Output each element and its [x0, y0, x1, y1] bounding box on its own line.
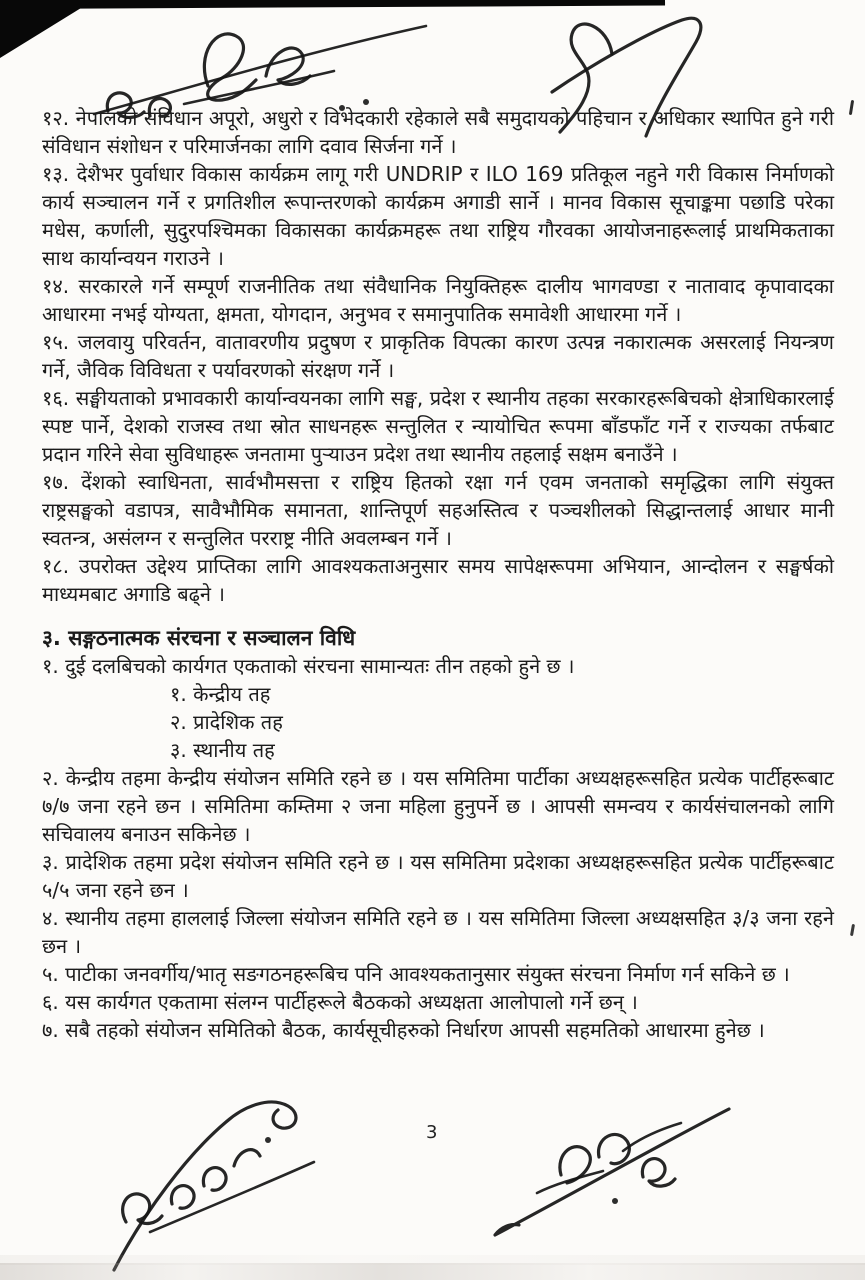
org-point-7: ७. सबै तहको संयोजन समितिको बैठक, कार्यसूचीहरुको निर्धारण आपसी सहमतिको आधारमा हुनेछ ।	[42, 1018, 765, 1042]
scan-speck-right-lower	[850, 924, 855, 936]
levels-list	[42, 680, 834, 764]
paragraph-15: १५. जलवायु परिवर्तन, वातावरणीय प्रदुषण र प्राकृतिक विपत्का कारण उत्पन्न नकारात्मक असरलाई नियन्त्रण गर्ने, जैविक विविधता र पर्यावरणको संरक्षण गर्ने ।	[42, 330, 834, 382]
paragraph-12: १२. नेपालको संविधान अपूरो, अधुरो र विभेदकारी रहेकाले सबै समुदायको पहिचान र अधिकार स्थापित हुने गरी संविधान संशोधन र परिमार्जनका लागि दवाव सिर्जना गर्ने ।	[42, 106, 834, 158]
scanner-artifact-corner-wedge	[0, 0, 94, 58]
page-number: 3	[426, 1122, 438, 1143]
org-intro: १. दुई दलबिचको कार्यगत एकताको संरचना सामान्यतः तीन तहको हुने छ ।	[42, 654, 575, 678]
signature-bottom-left	[92, 1082, 347, 1274]
paragraph-18: १८. उपरोक्त उद्देश्य प्राप्तिका लागि आवश्यकताअनुसार समय सापेक्षरूपमा अभियान, आन्दोलन र सङ्घर्षको माध्यमबाट अगाडि बढ्ने ।	[42, 554, 834, 606]
level-item-central: १. केन्द्रीय तह	[170, 682, 271, 706]
document-body	[42, 104, 834, 1044]
paragraph-16: १६. सङ्घीयताको प्रभावकारी कार्यान्वयनका लागि सङ्घ, प्रदेश र स्थानीय तहका सरकारहरूबिचको क्षेत्राधिकारलाई स्पष्ट पार्ने, देशको राजस्व तथा स्रोत साधनहरू सन्तुलित र न्यायोचित रूपमा बाँडफाँट गर्ने र राज्यका तर्फबाट प्रदान गरिने सेवा सुविधाहरू जनतामा पुऱ्याउन प्रदेश तथा स्थानीय तहलाई सक्षम बनाउँने ।	[42, 386, 834, 466]
level-item-local: ३. स्थानीय तह	[170, 738, 275, 762]
scan-speck-right-upper	[849, 100, 854, 115]
org-point-2: २. केन्द्रीय तहमा केन्द्रीय संयोजन समिति रहने छ । यस समितिमा पार्टीका अध्यक्षहरूसहित प्रत्येक पार्टीहरूबाट ७/७ जना रहने छन । समितिमा कम्तिमा २ जना महिला हुनुपर्ने छ । आपसी समन्वय र कार्यसंचालनको लागि सचिवालय बनाउन सकिनेछ ।	[42, 766, 834, 846]
scanner-artifact-top-bar	[0, 0, 665, 9]
paragraph-14: १४. सरकारले गर्ने सम्पूर्ण राजनीतिक तथा संवैधानिक नियुक्तिहरू दालीय भागवण्डा र नातावाद कृपावादका आधारमा नभई योग्यता, क्षमता, योगदान, अनुभव र समानुपातिक समावेशी आधारमा गर्ने ।	[42, 274, 834, 326]
paragraph-13: १३. देशैभर पुर्वाधार विकास कार्यक्रम लागू गरी UNDRIP र ILO 169 प्रतिकूल नहुने गरी विकास निर्माणको कार्य सञ्चालन गर्ने र प्रगतिशील रूपान्तरणको कार्यक्रम अगाडी सार्ने । मानव विकास सूचाङ्कमा पछाडि परेका मधेस, कर्णाली, सुदुरपश्चिमका विकासका कार्यक्रमहरू तथा राष्ट्रिय गौरवका आयोजनाहरूलाई प्राथमिकताका साथ कार्यान्वयन गराउने ।	[42, 162, 834, 270]
scanner-artifact-bottom-band	[0, 1263, 865, 1280]
org-point-5: ५. पाटीका जनवर्गीय/भातृ सङगठनहरूबिच पनि आवश्यकतानुसार संयुक्त संरचना निर्माण गर्न सकिने छ ।	[42, 962, 790, 986]
org-point-6: ६. यस कार्यगत एकतामा संलग्न पार्टीहरूले बैठकको अध्यक्षता आलोपालो गर्ने छन् ।	[42, 990, 638, 1014]
paragraph-17: १७. देंशको स्वाधिनता, सार्वभौमसत्ता र राष्ट्रिय हितको रक्षा गर्न एवम जनताको समृद्धिका लागि संयुक्त राष्ट्रसङ्घको वडापत्र, सावैभौमिक समानता, शान्तिपूर्ण सहअस्तित्व र पञ्चशीलको सिद्धान्तलाई आधार मानी स्वतन्त्र, असंलग्न र सन्तुलित परराष्ट्र नीति अवलम्बन गर्ने ।	[42, 470, 834, 550]
section-heading: ३. सङ्गठनात्मक संरचना र सञ्चालन विधि	[42, 626, 356, 650]
signature-bottom-right	[465, 1095, 735, 1247]
org-point-3: ३. प्रादेशिक तहमा प्रदेश संयोजन समिति रहने छ । यस समितिमा प्रदेशका अध्यक्षहरूसहित प्रत्येक पार्टीहरूबाट ५/५ जना रहने छन ।	[42, 850, 834, 902]
org-point-4: ४. स्थानीय तहमा हाललाई जिल्ला संयोजन समिति रहने छ । यस समितिमा जिल्ला अध्यक्षसहित ३/३ जना रहने छन ।	[42, 906, 834, 958]
level-item-provincial: २. प्रादेशिक तह	[170, 710, 283, 734]
